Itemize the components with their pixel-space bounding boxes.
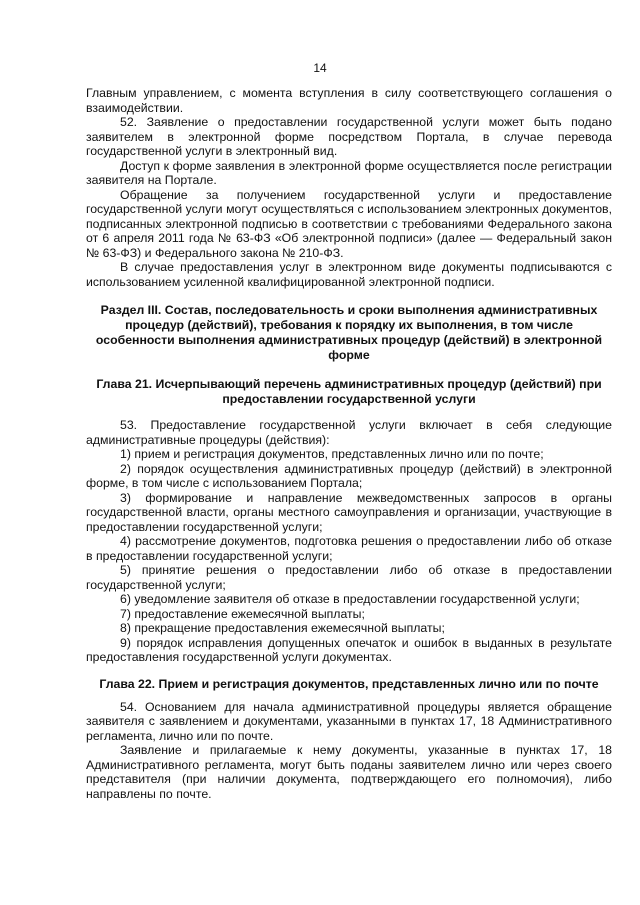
document-body: [86, 86, 612, 801]
paragraph-52: 52. Заявление о предоставлении государственной услуги может быть подано заявителем в электронной форме посредством Портала, в случае перевода государственной услуги в электронный вид.: [86, 115, 612, 158]
paragraph: Главным управлением, с момента вступления в силу соответствующего соглашения о взаимодействии.: [86, 86, 612, 115]
page-number: 14: [313, 61, 327, 75]
paragraph: Заявление и прилагаемые к нему документы, указанные в пунктах 17, 18 Административного регламента, могут быть поданы заявителем лично или через своего представителя (при наличии документа, подтверждающего его полномочия), либо направлены по почте.: [86, 743, 612, 801]
list-item: 9) порядок исправления допущенных опечаток и ошибок в выданных в результате предоставления государственной услуги документах.: [86, 635, 612, 664]
list-item: 2) порядок осуществления административных процедур (действий) в электронной форме, в том числе с использованием Портала;: [86, 461, 612, 490]
section-heading: Раздел III. Состав, последовательность и сроки выполнения административных процедур (действий), требования к порядку их выполнения, в том числе особенности выполнения административных процедур (действий) в электронной форме: [95, 303, 603, 362]
list-item: 8) прекращение предоставления ежемесячной выплаты;: [120, 621, 445, 635]
list-item: 4) рассмотрение документов, подготовка решения о предоставлении либо об отказе в предоставлении государственной услуги;: [86, 534, 612, 563]
chapter-21-heading: Глава 21. Исчерпывающий перечень административных процедур (действий) при предоставлении государственной услуги: [96, 377, 602, 406]
paragraph: В случае предоставления услуг в электронном виде документы подписываются с использованием усиленной квалифицированной электронной подписи.: [86, 260, 612, 289]
paragraph: Обращение за получением государственной услуги и предоставление государственной услуги могут осуществляться с использованием электронных документов, подписанных электронной подписью в соответствии с требованиями Федерального закона от 6 апреля 2011 года № 63-ФЗ «Об электронной подписи» (далее — Федеральный закон № 63-ФЗ) и Федерального закона № 210-ФЗ.: [86, 187, 612, 260]
list-item: 5) принятие решения о предоставлении либо об отказе в предоставлении государственной услуги;: [86, 563, 612, 592]
paragraph-54: 54. Основанием для начала административной процедуры является обращение заявителя с заявлением и документами, указанными в пунктах 17, 18 Административного регламента, лично или по почте.: [86, 699, 612, 743]
chapter-22-heading: Глава 22. Прием и регистрация документов, представленных лично или по почте: [99, 676, 599, 691]
list-item: 6) уведомление заявителя об отказе в предоставлении государственной услуги;: [120, 592, 580, 606]
paragraph: Доступ к форме заявления в электронной форме осуществляется после регистрации заявителя на Портале.: [86, 158, 612, 187]
list-item: 1) прием и регистрация документов, представленных лично или по почте;: [120, 447, 544, 461]
list-item: 3) формирование и направление межведомственных запросов в органы государственной власти, органы местного самоуправления и организации, участвующие в предоставлении государственной услуги;: [86, 490, 612, 534]
list-item: 7) предоставление ежемесячной выплаты;: [120, 606, 365, 621]
paragraph-53: 53. Предоставление государственной услуги включает в себя следующие административные процедуры (действия):: [86, 418, 612, 447]
